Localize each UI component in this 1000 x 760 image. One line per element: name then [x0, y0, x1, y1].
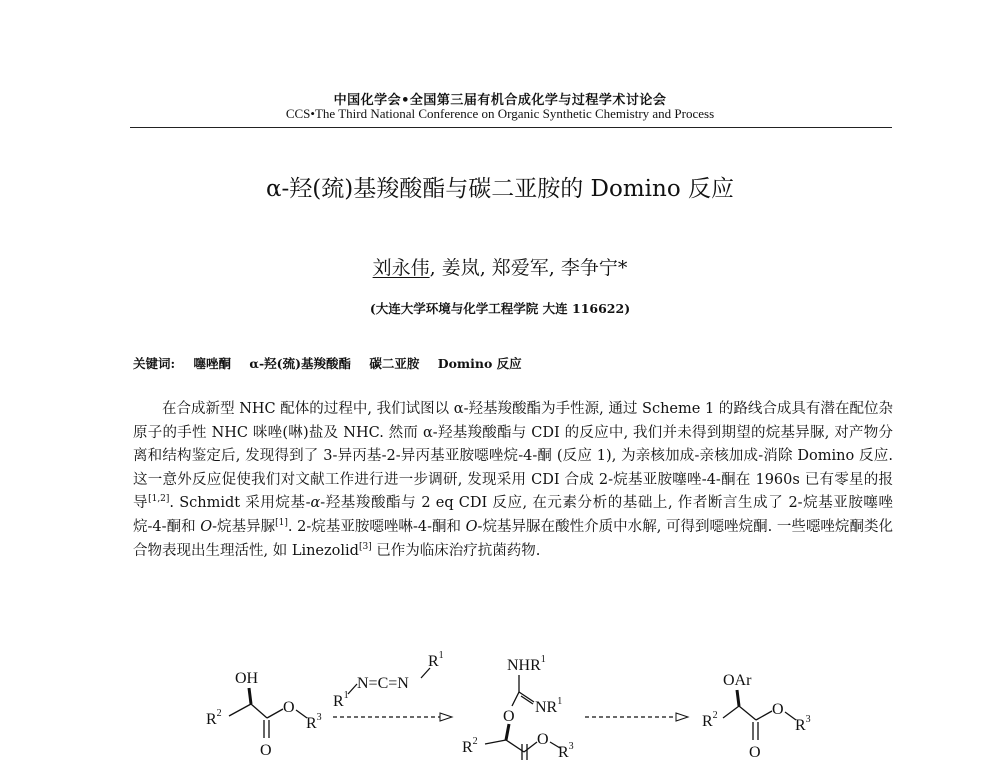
reaction-arrow-1 [333, 713, 452, 721]
italic-o: O [200, 518, 213, 535]
body-text-segment: 已作为临床治疗抗菌药物. [371, 542, 541, 559]
citation-ref: [1] [275, 518, 288, 529]
ether-o-label: O [503, 708, 515, 725]
keywords [133, 354, 522, 372]
keyword-item: 碳二亚胺 [369, 356, 420, 371]
keyword-item: α-羟(巯)基羧酸酯 [249, 356, 351, 371]
oar-label: OAr [723, 672, 752, 689]
nr-label: $NR^1$ [535, 696, 563, 716]
body-text-segment: . 2-烷基亚胺噁唑啉-4-酮和 [287, 518, 466, 535]
oh-label: OH [235, 670, 259, 687]
reaction-scheme [0, 640, 1000, 760]
keyword-item: Domino 反应 [437, 356, 522, 371]
r3-label: $R^3$ [795, 714, 811, 734]
body-text-segment: -烷基异脲 [212, 518, 276, 535]
paper-title: α-羟(巯)基羧酸酯与碳二亚胺的 Domino 反应 [266, 176, 734, 202]
conference-title-en: CCS•The Third National Conference on Organic Synthetic Chemistry and Process [285, 106, 715, 121]
cdi-formula: N=C=N [357, 675, 409, 692]
keyword-item: 噻唑酮 [193, 356, 231, 371]
carbonyl-o-label: O [749, 744, 761, 760]
keywords-label: 关键词: [133, 356, 176, 371]
italic-o: O [465, 518, 478, 535]
citation-ref: [1,2] [148, 494, 170, 505]
header-rule [130, 127, 892, 128]
r3-label: $R^3$ [558, 741, 574, 760]
ester-o-label: O [772, 701, 784, 718]
italic-alpha: α [310, 495, 321, 512]
body-paragraph [133, 398, 893, 563]
author-first: 刘永伟 [372, 257, 430, 279]
reaction-arrow-2 [585, 713, 688, 721]
ester-o-label: O [537, 731, 549, 748]
structure-aryl-ether [702, 672, 811, 760]
body-text-segment: . Schmidt 采用烷基- [169, 495, 311, 512]
r2-label: $R^2$ [462, 736, 478, 756]
body-text-segment: -羟基羧酸酯与 2 eq CDI 反应, 在元素分析的基础上, 作者断言生成了 2-烷基亚胺噻唑烷-4-酮和 [133, 495, 893, 535]
author-list [0, 253, 1000, 280]
r2-label: $R^2$ [702, 710, 718, 730]
r3-label: $R^3$ [306, 712, 322, 732]
carbonyl-o-label: O [260, 742, 272, 759]
structure-hydroxy-ester [206, 670, 322, 759]
ester-o-label: O [283, 699, 295, 716]
cdi-left-r: $R^1$ [333, 690, 349, 710]
citation-ref: [3] [358, 541, 372, 552]
conference-title-cn: 中国化学会•全国第三届有机合成化学与过程学术讨论会 [333, 93, 667, 108]
r2-label: $R^2$ [206, 708, 222, 728]
body-text-segment: 在合成新型 NHC 配体的过程中, 我们试图以 α-羟基羧酸酯为手性源, 通过 Scheme 1 的路线合成具有潜在配位杂原子的手性 NHC 咪唑(啉)盐及 NHC. 然而 α-羟基羧酸酯与 CDI 的反应中, 我们并未得到期望的烷基异脲, 对产物分离和结构鉴定后, 发现得到了 3-异丙基-2-异丙基亚胺噁唑烷-4-酮 (反应 1), 为亲核加成-亲核加成-消除 Domino 反应. 这一意外反应促使我们对文献工作进行进一步调研, 发现采用 CDI 合成 2-烷基亚胺噻唑-4-酮在 1960s 已有零星的报导 [133, 401, 893, 512]
nhr-label: NHR$^1$ [507, 654, 546, 674]
cdi-right-r: $R^1$ [428, 650, 444, 670]
body-text-segment: -烷基异脲在酸性介质中水解, 可得到噁唑烷酮. 一些噁唑烷酮类化合物表现出生理活性, 如 Linezolid [133, 518, 893, 559]
author-rest: , 姜岚, 郑爱军, 李争宁* [429, 257, 628, 279]
affiliation: (大连大学环境与化学工程学院 大连 116622) [369, 301, 631, 316]
structure-isourea [462, 654, 574, 760]
reagent-carbodiimide [333, 650, 444, 710]
